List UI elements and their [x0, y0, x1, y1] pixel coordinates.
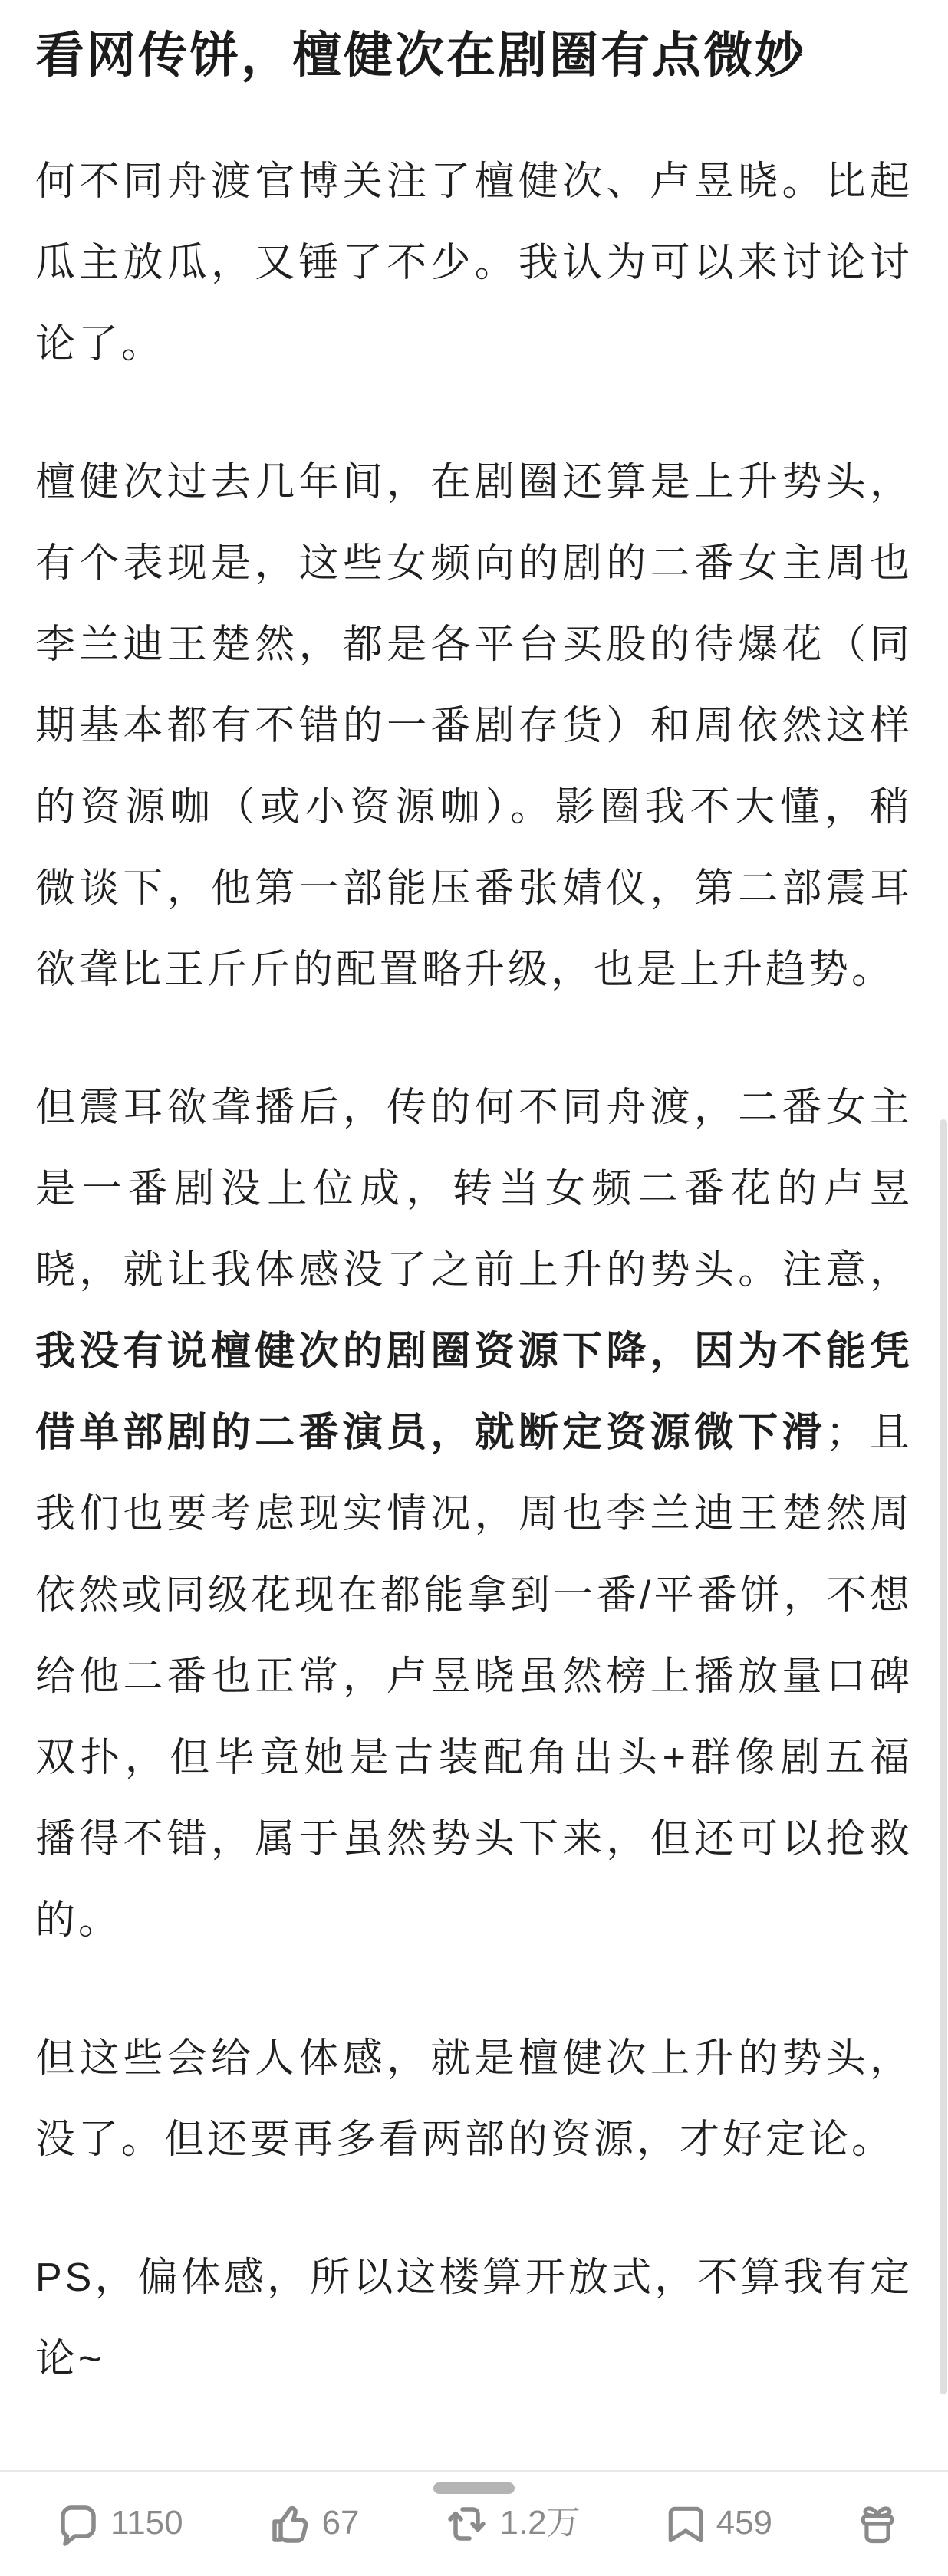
speech-bubble-icon	[54, 2499, 103, 2548]
repost-button[interactable]	[441, 2499, 580, 2548]
scroll-drag-handle[interactable]	[433, 2482, 515, 2494]
post-paragraph-1: 何不同舟渡官博关注了檀健次、卢昱晓。比起瓜主放瓜，又锤了不少。我认为可以来讨论讨论了。	[35, 159, 913, 366]
comment-count: 1150	[110, 2504, 183, 2542]
paragraph-3-bold-claim: 我没有说檀健次的剧圈资源下降，因为不能凭借单部剧的二番演员，就断定资源微下滑	[35, 1329, 913, 1455]
post-paragraph-5: PS，偏体感，所以这楼算开放式，不算我有定论~	[35, 2256, 913, 2381]
like-count: 67	[321, 2504, 360, 2542]
repost-count: 1.2万	[499, 2504, 581, 2542]
post-title: 看网传饼，檀健次在剧圈有点微妙	[35, 28, 806, 83]
paragraph-3-regular-lead: 但震耳欲聋播后，传的何不同舟渡，二番女主是一番剧没上位成，转当女频二番花的卢昱晓，就让我体感没了之前上升的势头。注意，	[35, 1086, 913, 1293]
paragraph-3-regular-tail: ；且我们也要考虑现实情况，周也李兰迪王楚然周依然或同级花现在都能拿到一番/平番饼，不想给他二番也正常，卢昱晓虽然榜上播放量口碑双扑，但毕竟她是古装配角出头+群像剧五福播得不错，属于虽然势头下来，但还可以抢救的。	[35, 1411, 913, 1943]
comment-button[interactable]	[54, 2499, 183, 2548]
toolbar-actions	[0, 2499, 948, 2548]
bookmark-count: 459	[716, 2504, 773, 2542]
vertical-scrollbar-thumb[interactable]	[940, 1119, 947, 2394]
like-button[interactable]	[265, 2499, 360, 2548]
thumbs-up-icon	[265, 2499, 314, 2548]
post-paragraph-2: 檀健次过去几年间，在剧圈还算是上升势头，有个表现是，这些女频向的剧的二番女主周也李兰迪王楚然，都是各平台买股的待爆花（同期基本都有不错的一番剧存货）和周依然这样的资源咖（或小资源咖）。影圈我不大懂，稍微谈下，他第一部能压番张婧仪，第二部震耳欲聋比王斤斤的配置略升级，也是上升趋势。	[35, 460, 913, 992]
repost-arrows-icon	[441, 2499, 492, 2548]
post-paragraph-3	[35, 1067, 913, 1961]
bookmark-icon	[663, 2499, 709, 2548]
bottom-toolbar	[0, 2470, 948, 2576]
post-body	[0, 21, 948, 2400]
gift-button[interactable]	[854, 2499, 900, 2548]
post-paragraph-4: 但这些会给人体感，就是檀健次上升的势头，没了。但还要再多看两部的资源，才好定论。	[35, 2036, 913, 2162]
bookmark-button[interactable]	[663, 2499, 772, 2548]
gift-icon	[854, 2499, 900, 2548]
